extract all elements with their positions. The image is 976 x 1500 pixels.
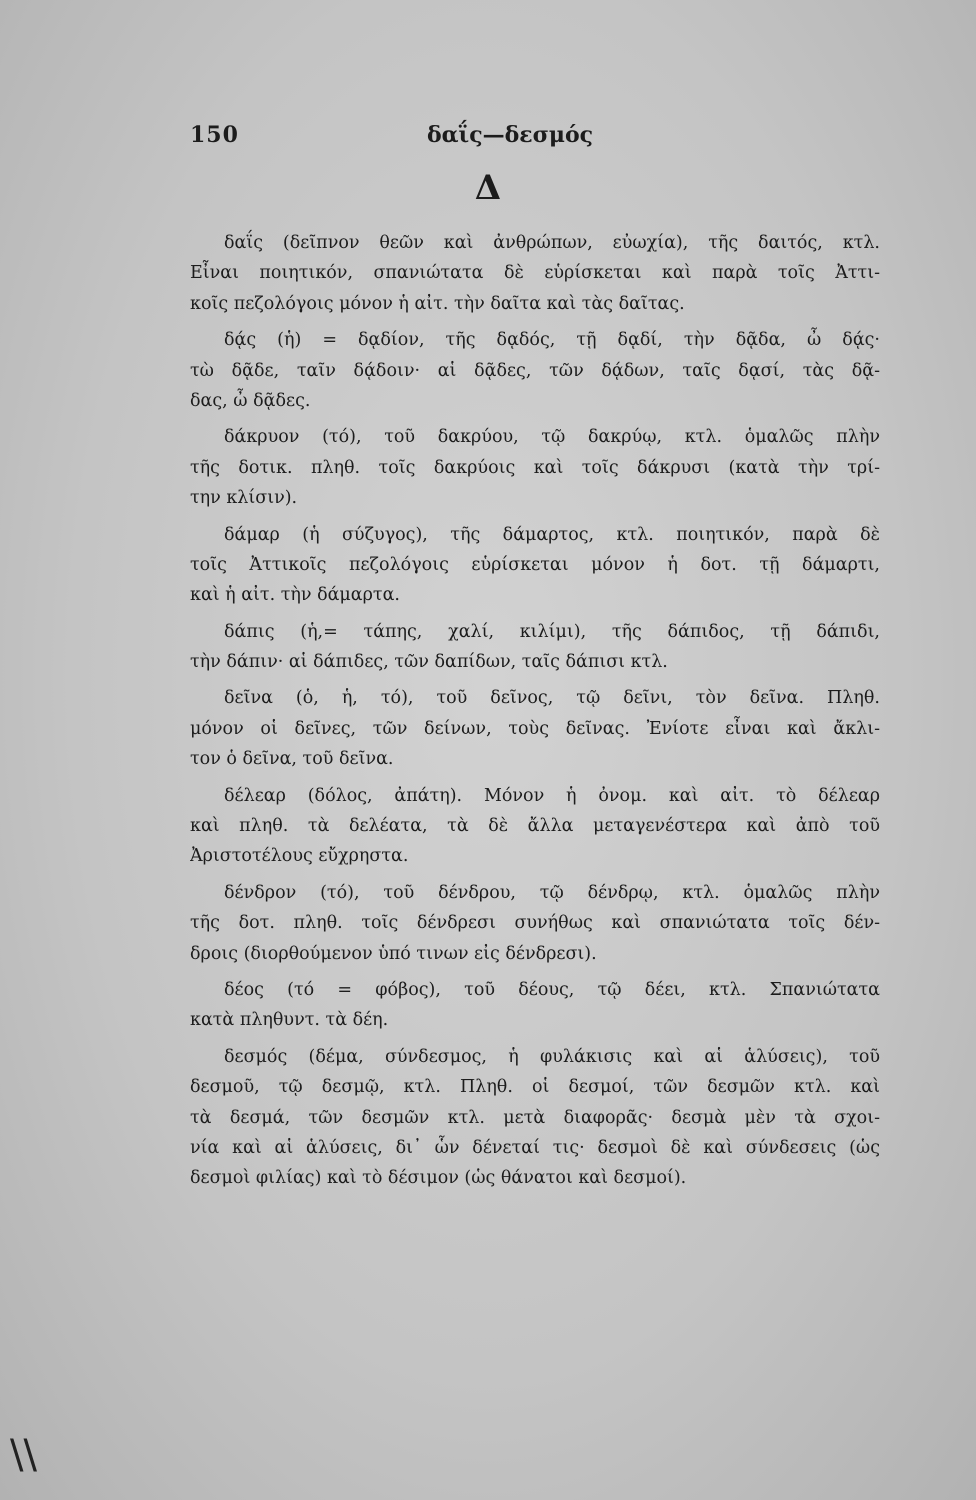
section-letter: Δ xyxy=(474,168,502,208)
entry-line: Ἀριστοτέλους εὔχρηστα. xyxy=(190,846,409,867)
entry-first-line: δάμαρ (ἡ σύζυγος), τῆς δάμαρτος, κτλ. ποιητικόν, παρὰ δὲ xyxy=(224,524,880,545)
entry-line: την κλίσιν). xyxy=(190,488,298,509)
entry-line: τὴν δάπιν· αἱ δάπιδες, τῶν δαπίδων, ταῖς δάπισι κτλ. xyxy=(190,652,668,673)
entry-line: μόνον οἱ δεῖνες, τῶν δείνων, τοὺς δεῖνας. Ἐνίοτε εἶναι καὶ ἄκλι- xyxy=(190,718,880,739)
entry-first-line: δᾴς (ἡ) = δᾳδίον, τῆς δᾳδός, τῇ δᾳδί, τὴν δᾷδα, ὦ δᾴς· xyxy=(224,330,880,351)
entry-first-line: δεῖνα (ὁ, ἡ, τό), τοῦ δεῖνος, τῷ δεῖνι, τὸν δεῖνα. Πληθ. xyxy=(224,688,880,709)
entry-line: δεσμοὶ φιλίας) καὶ τὸ δέσιμον (ὡς θάνατοι καὶ δεσμοί). xyxy=(190,1168,687,1189)
entry-first-line: δάκρυον (τό), τοῦ δακρύου, τῷ δακρύῳ, κτλ. ὁμαλῶς πλὴν xyxy=(224,427,880,448)
page-header xyxy=(190,122,830,162)
entry-first-line: δάπις (ἡ,= τάπης, χαλί, κιλίμι), τῆς δάπιδος, τῇ δάπιδι, xyxy=(224,621,880,642)
entry-line: κοῖς πεζολόγοις μόνον ἡ αἰτ. τὴν δαῖτα καὶ τὰς δαῖτας. xyxy=(190,293,685,314)
entry-line: τοῖς Ἀττικοῖς πεζολόγοις εὑρίσκεται μόνον ἡ δοτ. τῇ δάμαρτι, xyxy=(190,554,880,575)
page-number: 150 xyxy=(190,122,239,148)
entry-line: κατὰ πληθυντ. τὰ δέη. xyxy=(190,1010,389,1031)
entry-line: τῆς δοτικ. πληθ. τοῖς δακρύοις καὶ τοῖς δάκρυσι (κατὰ τὴν τρί- xyxy=(190,457,880,478)
entry-line: τὰ δεσμά, τῶν δεσμῶν κτλ. μετὰ διαφορᾶς· δεσμὰ μὲν τὰ σχοι- xyxy=(190,1107,880,1128)
entry-line: δας, ὦ δᾷδες. xyxy=(190,390,311,411)
page-edge-mark: \\ xyxy=(10,1432,37,1478)
entry-line: καὶ πληθ. τὰ δελέατα, τὰ δὲ ἄλλα μεταγενέστερα καὶ ἀπὸ τοῦ xyxy=(190,816,880,837)
entry-first-line: δεσμός (δέμα, σύνδεσμος, ἡ φυλάκισις καὶ αἱ ἁλύσεις), τοῦ xyxy=(224,1046,880,1067)
entry-line: τον ὁ δεῖνα, τοῦ δεῖνα. xyxy=(190,749,394,770)
entry-first-line: δέος (τό = φόβος), τοῦ δέους, τῷ δέει, κτλ. Σπανιώτατα xyxy=(224,979,880,1000)
entry-line: δροις (διορθούμενον ὑπό τινων εἰς δένδρεσι). xyxy=(190,943,597,964)
dictionary-text xyxy=(190,228,880,1194)
entry-first-line: δένδρον (τό), τοῦ δένδρου, τῷ δένδρῳ, κτλ. ὁμαλῶς πλὴν xyxy=(224,882,880,903)
entry-line: δεσμοῦ, τῷ δεσμῷ, κτλ. Πληθ. οἱ δεσμοί, τῶν δεσμῶν κτλ. καὶ xyxy=(190,1077,880,1098)
entry-line: καὶ ἡ αἰτ. τὴν δάμαρτα. xyxy=(190,585,400,606)
entry-first-line: δέλεαρ (δόλος, ἀπάτη). Μόνον ἡ ὀνομ. καὶ αἰτ. τὸ δέλεαρ xyxy=(224,785,880,806)
entry-first-line: δαΐς (δεῖπνον θεῶν καὶ ἀνθρώπων, εὐωχία), τῆς δαιτός, κτλ. xyxy=(224,233,880,253)
entry-line: τὼ δᾷδε, ταῖν δᾴδοιν· αἱ δᾷδες, τῶν δᾴδων, ταῖς δᾳσί, τὰς δᾷ- xyxy=(190,360,880,381)
entry-line: νία καὶ αἱ ἁλύσεις, δι᾽ ὧν δένεταί τις· δεσμοὶ δὲ καὶ σύνδεσεις (ὡς xyxy=(190,1137,880,1158)
entry-line: Εἶναι ποιητικόν, σπανιώτατα δὲ εὑρίσκεται καὶ παρὰ τοῖς Ἀττι- xyxy=(190,263,880,284)
running-title: δαΐς—δεσμός xyxy=(426,122,594,148)
entry-line: τῆς δοτ. πληθ. τοῖς δένδρεσι συνήθως καὶ σπανιώτατα τοῖς δέν- xyxy=(190,913,880,934)
